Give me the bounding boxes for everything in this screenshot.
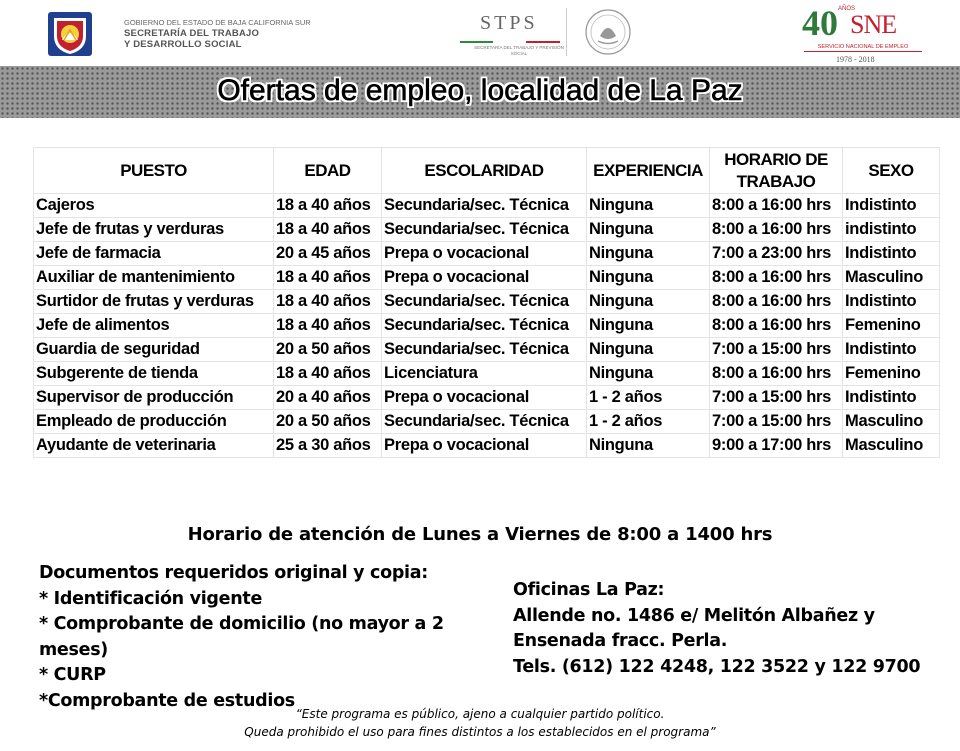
document-item: * Comprobante de domicilio (no mayor a 2 meses) bbox=[39, 614, 444, 660]
header-puesto: PUESTO bbox=[34, 148, 274, 194]
office-address-line: Ensenada fracc. Perla. bbox=[513, 631, 728, 651]
document-item: *Comprobante de estudios bbox=[39, 690, 295, 711]
gov-text bbox=[124, 17, 344, 50]
sne-years: 1978 - 2018 bbox=[836, 55, 875, 64]
table-body bbox=[34, 194, 940, 458]
cell-edad: 18 a 40 años bbox=[274, 218, 382, 242]
cell-experiencia: 1 - 2 años bbox=[587, 410, 710, 434]
cell-horario: 8:00 a 16:00 hrs bbox=[710, 362, 843, 386]
cell-puesto: Surtidor de frutas y verduras bbox=[34, 290, 274, 314]
cell-horario: 8:00 a 16:00 hrs bbox=[710, 218, 843, 242]
cell-experiencia: Ninguna bbox=[587, 290, 710, 314]
cell-escolaridad: Secundaria/sec. Técnica bbox=[382, 218, 587, 242]
cell-escolaridad: Prepa o vocacional bbox=[382, 434, 587, 458]
table-row bbox=[34, 410, 940, 434]
disclaimer bbox=[0, 705, 960, 741]
cell-edad: 18 a 40 años bbox=[274, 362, 382, 386]
stps-title: STPS bbox=[480, 12, 538, 34]
table-row bbox=[34, 338, 940, 362]
cell-experiencia: Ninguna bbox=[587, 338, 710, 362]
cell-edad: 20 a 50 años bbox=[274, 410, 382, 434]
mexico-seal-icon bbox=[584, 8, 632, 56]
cell-experiencia: 1 - 2 años bbox=[587, 386, 710, 410]
table-row bbox=[34, 194, 940, 218]
header-edad: EDAD bbox=[274, 148, 382, 194]
sne-number: 40 bbox=[802, 3, 838, 43]
cell-puesto: Jefe de alimentos bbox=[34, 314, 274, 338]
cell-sexo: Masculino bbox=[843, 434, 940, 458]
cell-escolaridad: Prepa o vocacional bbox=[382, 386, 587, 410]
gov-line-3: Y DESARROLLO SOCIAL bbox=[124, 39, 242, 50]
cell-horario: 9:00 a 17:00 hrs bbox=[710, 434, 843, 458]
cell-puesto: Auxiliar de mantenimiento bbox=[34, 266, 274, 290]
cell-horario: 7:00 a 15:00 hrs bbox=[710, 386, 843, 410]
cell-puesto: Supervisor de producción bbox=[34, 386, 274, 410]
cell-horario: 8:00 a 16:00 hrs bbox=[710, 266, 843, 290]
cell-horario: 7:00 a 15:00 hrs bbox=[710, 410, 843, 434]
office-hours: Horario de atención de Lunes a Viernes de 8:00 a 1400 hrs bbox=[187, 524, 773, 545]
table-row bbox=[34, 362, 940, 386]
table-row bbox=[34, 218, 940, 242]
cell-sexo: Indistinto bbox=[843, 194, 940, 218]
cell-sexo: indistinto bbox=[843, 218, 940, 242]
cell-sexo: Femenino bbox=[843, 362, 940, 386]
office-title: Oficinas La Paz: bbox=[513, 580, 665, 600]
cell-experiencia: Ninguna bbox=[587, 218, 710, 242]
bcs-shield-icon bbox=[46, 10, 94, 58]
cell-horario: 8:00 a 16:00 hrs bbox=[710, 194, 843, 218]
cell-experiencia: Ninguna bbox=[587, 434, 710, 458]
cell-sexo: Indistinto bbox=[843, 290, 940, 314]
document-item: * CURP bbox=[39, 665, 106, 685]
cell-puesto: Ayudante de veterinaria bbox=[34, 434, 274, 458]
cell-edad: 18 a 40 años bbox=[274, 290, 382, 314]
job-offers-table bbox=[33, 147, 940, 458]
gov-line-1: GOBIERNO DEL ESTADO DE BAJA CALIFORNIA SUR bbox=[124, 18, 311, 27]
gov-line-2: SECRETARÍA DEL TRABAJO bbox=[124, 28, 260, 39]
cell-escolaridad: Secundaria/sec. Técnica bbox=[382, 314, 587, 338]
header-horario: HORARIO DE TRABAJO bbox=[710, 148, 843, 194]
stps-flag-line bbox=[460, 41, 560, 43]
cell-sexo: Masculino bbox=[843, 266, 940, 290]
header-sexo: SEXO bbox=[843, 148, 940, 194]
table-row bbox=[34, 266, 940, 290]
cell-escolaridad: Secundaria/sec. Técnica bbox=[382, 338, 587, 362]
stps-logo bbox=[452, 8, 642, 58]
header-experiencia: EXPERIENCIA bbox=[587, 148, 710, 194]
cell-sexo: Masculino bbox=[843, 410, 940, 434]
disclaimer-line-1: “Este programa es público, ajeno a cualquier partido político. bbox=[295, 707, 665, 721]
cell-sexo: Indistinto bbox=[843, 338, 940, 362]
cell-experiencia: Ninguna bbox=[587, 362, 710, 386]
cell-escolaridad: Prepa o vocacional bbox=[382, 266, 587, 290]
cell-escolaridad: Prepa o vocacional bbox=[382, 242, 587, 266]
cell-horario: 8:00 a 16:00 hrs bbox=[710, 314, 843, 338]
cell-edad: 20 a 40 años bbox=[274, 386, 382, 410]
sne-name: SNE bbox=[850, 10, 897, 39]
table-row bbox=[34, 434, 940, 458]
cell-escolaridad: Secundaria/sec. Técnica bbox=[382, 410, 587, 434]
cell-experiencia: Ninguna bbox=[587, 194, 710, 218]
cell-puesto: Empleado de producción bbox=[34, 410, 274, 434]
cell-sexo: Indistinto bbox=[843, 242, 940, 266]
title-banner bbox=[0, 66, 960, 118]
table-row bbox=[34, 386, 940, 410]
cell-experiencia: Ninguna bbox=[587, 242, 710, 266]
table-row bbox=[34, 242, 940, 266]
cell-puesto: Cajeros bbox=[34, 194, 274, 218]
cell-edad: 20 a 45 años bbox=[274, 242, 382, 266]
office-address-line: Allende no. 1486 e/ Melitón Albañez y bbox=[513, 605, 875, 626]
document-item: * Identificación vigente bbox=[39, 588, 263, 609]
office-info bbox=[513, 578, 943, 680]
required-documents bbox=[39, 561, 469, 714]
cell-edad: 18 a 40 años bbox=[274, 266, 382, 290]
cell-horario: 8:00 a 16:00 hrs bbox=[710, 290, 843, 314]
table-row bbox=[34, 290, 940, 314]
cell-sexo: Indistinto bbox=[843, 386, 940, 410]
logo-divider bbox=[566, 8, 567, 56]
table-header-row bbox=[34, 148, 940, 194]
sne-subtitle: SERVICIO NACIONAL DE EMPLEO bbox=[804, 44, 922, 52]
cell-horario: 7:00 a 23:00 hrs bbox=[710, 242, 843, 266]
disclaimer-line-2: Queda prohibido el uso para fines distintos a los establecidos en el programa” bbox=[244, 725, 716, 739]
cell-escolaridad: Secundaria/sec. Técnica bbox=[382, 194, 587, 218]
office-phones: Tels. (612) 122 4248, 122 3522 y 122 9700 bbox=[513, 656, 921, 677]
cell-experiencia: Ninguna bbox=[587, 314, 710, 338]
sne-anos: AÑOS bbox=[838, 6, 856, 12]
table-row bbox=[34, 314, 940, 338]
cell-edad: 20 a 50 años bbox=[274, 338, 382, 362]
cell-edad: 18 a 40 años bbox=[274, 314, 382, 338]
cell-puesto: Jefe de frutas y verduras bbox=[34, 218, 274, 242]
cell-escolaridad: Licenciatura bbox=[382, 362, 587, 386]
sne-40-anos-logo bbox=[800, 4, 925, 64]
cell-puesto: Jefe de farmacia bbox=[34, 242, 274, 266]
cell-horario: 7:00 a 15:00 hrs bbox=[710, 338, 843, 362]
cell-edad: 18 a 40 años bbox=[274, 194, 382, 218]
page-title: Ofertas de empleo, localidad de La Paz bbox=[217, 74, 743, 107]
cell-experiencia: Ninguna bbox=[587, 266, 710, 290]
stps-subtitle: SECRETARÍA DEL TRABAJO Y PREVISIÓN SOCIAL bbox=[474, 45, 564, 56]
cell-puesto: Guardia de seguridad bbox=[34, 338, 274, 362]
cell-sexo: Femenino bbox=[843, 314, 940, 338]
header bbox=[0, 0, 960, 64]
header-escolaridad: ESCOLARIDAD bbox=[382, 148, 587, 194]
cell-puesto: Subgerente de tienda bbox=[34, 362, 274, 386]
cell-edad: 25 a 30 años bbox=[274, 434, 382, 458]
documents-title: Documentos requeridos original y copia: bbox=[39, 563, 428, 583]
cell-escolaridad: Secundaria/sec. Técnica bbox=[382, 290, 587, 314]
